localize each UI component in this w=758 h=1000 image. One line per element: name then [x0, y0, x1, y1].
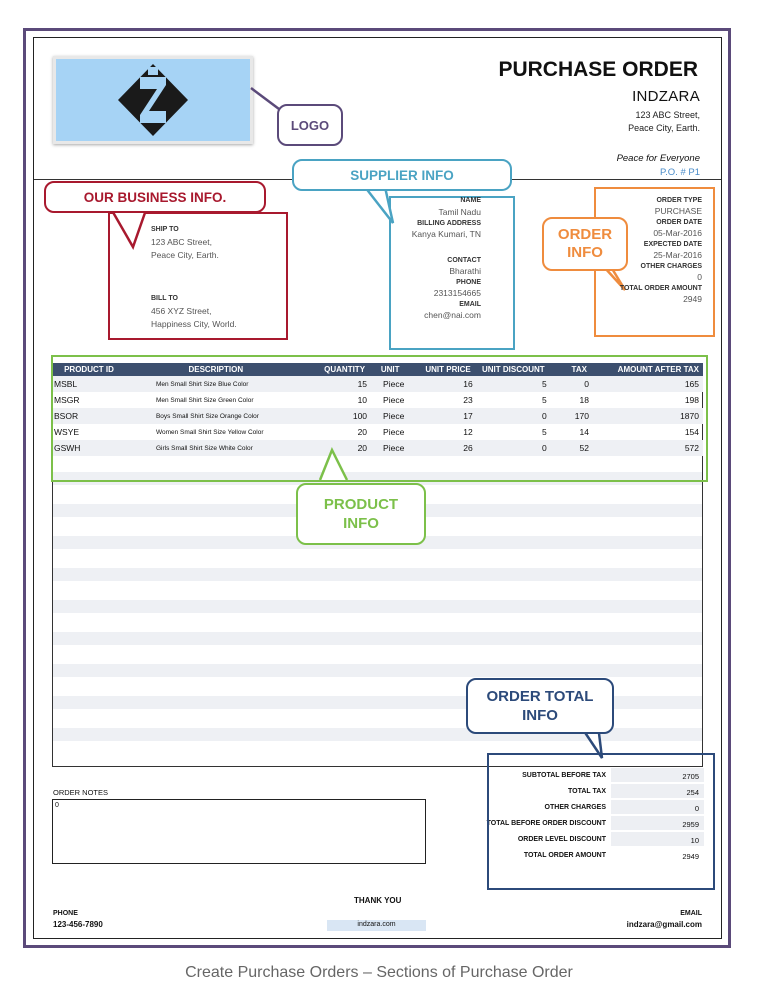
- footer-email: indzara@gmail.com: [626, 920, 702, 929]
- table-cell: Men Small Shirt Size Blue Color: [155, 380, 249, 388]
- table-cell: 165: [684, 379, 699, 389]
- column-header: UNIT PRICE: [411, 363, 474, 376]
- table-cell: 20: [357, 427, 368, 437]
- total-value: 254: [611, 784, 704, 798]
- billing-address-label: BILLING ADDRESS: [417, 220, 481, 227]
- total-value: 10: [611, 832, 704, 846]
- order-date-label: ORDER DATE: [656, 219, 702, 226]
- thank-you-text: THANK YOU: [354, 896, 402, 905]
- order-date: 05-Mar-2016: [653, 228, 702, 238]
- product-callout: PRODUCT INFO: [296, 483, 426, 545]
- ship-to-address: [151, 236, 219, 262]
- table-cell: 17: [463, 411, 473, 421]
- column-header: DESCRIPTION: [126, 363, 306, 376]
- column-header: UNIT DISCOUNT: [475, 363, 549, 376]
- column-header: PRODUCT ID: [52, 363, 126, 376]
- table-cell: Boys Small Shirt Size Orange Color: [155, 412, 259, 420]
- table-cell: 5: [541, 379, 547, 389]
- supplier-state: Tamil Nadu: [438, 207, 481, 217]
- order-total-callout: ORDER TOTAL INFO: [466, 678, 614, 734]
- bill-to-label: BILL TO: [151, 295, 178, 302]
- table-cell: 12: [463, 427, 473, 437]
- total-label: OTHER CHARGES: [544, 804, 606, 811]
- company-address-line1: 123 ABC Street,: [635, 110, 700, 120]
- table-cell: 5: [541, 427, 547, 437]
- contact-label: CONTACT: [447, 257, 481, 264]
- bill-to-line2: Happiness City, World.: [151, 319, 237, 329]
- table-cell: Piece: [383, 379, 405, 389]
- supplier-callout: SUPPLIER INFO: [292, 159, 512, 191]
- table-cell: BSOR: [54, 411, 79, 421]
- contact-name: Bharathi: [449, 266, 481, 276]
- order-callout: ORDER INFO: [542, 217, 628, 271]
- table-cell: Girls Small Shirt Size White Color: [155, 444, 253, 452]
- logo-image: [53, 56, 253, 144]
- table-cell: 0: [541, 411, 547, 421]
- table-cell: 0: [584, 379, 589, 389]
- company-address: [628, 109, 700, 135]
- bill-to-line1: 456 XYZ Street,: [151, 306, 212, 316]
- other-charges-label: OTHER CHARGES: [640, 263, 702, 270]
- total-value: 2949: [611, 848, 704, 862]
- supplier-email: chen@nai.com: [424, 310, 481, 320]
- table-cell: 170: [574, 411, 589, 421]
- supplier-phone: 2313154665: [433, 288, 481, 298]
- table-cell: 100: [352, 411, 368, 421]
- table-cell: 26: [463, 443, 473, 453]
- column-header: AMOUNT AFTER TAX: [591, 363, 703, 376]
- footer-email-label: EMAIL: [680, 910, 702, 917]
- company-tagline: Peace for Everyone: [616, 153, 700, 164]
- table-cell: 15: [357, 379, 368, 389]
- total-value: 2705: [611, 768, 704, 782]
- total-label: TOTAL ORDER AMOUNT: [523, 852, 606, 859]
- table-cell: 16: [463, 379, 473, 389]
- ship-to-line2: Peace City, Earth.: [151, 250, 219, 260]
- table-cell: Piece: [383, 427, 405, 437]
- total-order-amount: 2949: [683, 294, 702, 304]
- table-cell: Piece: [383, 411, 405, 421]
- table-cell: WSYE: [54, 427, 80, 437]
- empty-row-stripe: [53, 664, 702, 677]
- table-cell: 198: [684, 395, 699, 405]
- order-total-box: [487, 753, 715, 890]
- supplier-email-label: EMAIL: [459, 301, 481, 308]
- table-cell: 572: [684, 443, 699, 453]
- table-cell: 154: [684, 427, 699, 437]
- indzara-logo-icon: [56, 59, 250, 141]
- table-cell: Piece: [383, 443, 405, 453]
- order-notes-label: ORDER NOTES: [53, 788, 109, 797]
- supplier-name-label: NAME: [460, 197, 481, 204]
- table-cell: 52: [579, 443, 589, 453]
- logo-callout: LOGO: [277, 104, 343, 146]
- table-cell: GSWH: [54, 443, 81, 453]
- total-order-amount-label: TOTAL ORDER AMOUNT: [619, 285, 702, 292]
- column-header: QUANTITY: [306, 363, 369, 376]
- order-details: [600, 197, 702, 306]
- product-info-box: [51, 355, 708, 482]
- table-cell: 23: [463, 395, 473, 405]
- empty-row-stripe: [53, 568, 702, 581]
- footer-phone-label: PHONE: [53, 910, 78, 917]
- bill-to-address: [151, 305, 237, 331]
- total-value: 0: [611, 800, 704, 814]
- order-type-label: ORDER TYPE: [656, 197, 702, 204]
- ship-to-label: SHIP TO: [151, 226, 179, 233]
- table-cell: Women Small Shirt Size Yellow Color: [155, 428, 264, 436]
- business-callout: OUR BUSINESS INFO.: [44, 181, 266, 213]
- billing-address: Kanya Kumari, TN: [411, 229, 481, 239]
- footer-website-link[interactable]: indzara.com: [327, 920, 426, 931]
- table-cell: Piece: [383, 395, 405, 405]
- expected-date-label: EXPECTED DATE: [643, 241, 702, 248]
- order-type: PURCHASE: [654, 206, 702, 216]
- supplier-phone-label: PHONE: [456, 279, 481, 286]
- total-label: ORDER LEVEL DISCOUNT: [517, 836, 606, 843]
- table-cell: 1870: [680, 411, 699, 421]
- table-cell: 10: [357, 395, 368, 405]
- table-cell: MSGR: [54, 395, 80, 405]
- company-address-line2: Peace City, Earth.: [628, 123, 700, 133]
- footer-phone: 123-456-7890: [53, 920, 103, 929]
- total-label: TOTAL BEFORE ORDER DISCOUNT: [486, 820, 606, 827]
- table-cell: 18: [579, 395, 589, 405]
- column-header: TAX: [549, 363, 591, 376]
- table-cell: 5: [541, 395, 547, 405]
- column-header: UNIT: [369, 363, 411, 376]
- other-charges: 0: [697, 272, 702, 282]
- image-caption: Create Purchase Orders – Sections of Purchase Order: [185, 964, 573, 981]
- table-cell: MSBL: [54, 379, 78, 389]
- po-number: P.O. # P1: [660, 167, 700, 178]
- table-cell: 0: [541, 443, 547, 453]
- expected-date: 25-Mar-2016: [653, 250, 702, 260]
- document-title: PURCHASE ORDER: [498, 58, 698, 81]
- ship-to-line1: 123 ABC Street,: [151, 237, 212, 247]
- table-cell: 20: [357, 443, 368, 453]
- total-label: SUBTOTAL BEFORE TAX: [522, 772, 606, 779]
- empty-row-stripe: [53, 632, 702, 645]
- total-value: 2959: [611, 816, 704, 830]
- order-notes-field[interactable]: 0: [52, 799, 426, 864]
- company-name: INDZARA: [632, 88, 700, 105]
- table-cell: 14: [579, 427, 589, 437]
- supplier-details: [395, 197, 481, 322]
- table-cell: Men Small Shirt Size Green Color: [155, 396, 254, 404]
- empty-row-stripe: [53, 600, 702, 613]
- total-label: TOTAL TAX: [568, 788, 606, 795]
